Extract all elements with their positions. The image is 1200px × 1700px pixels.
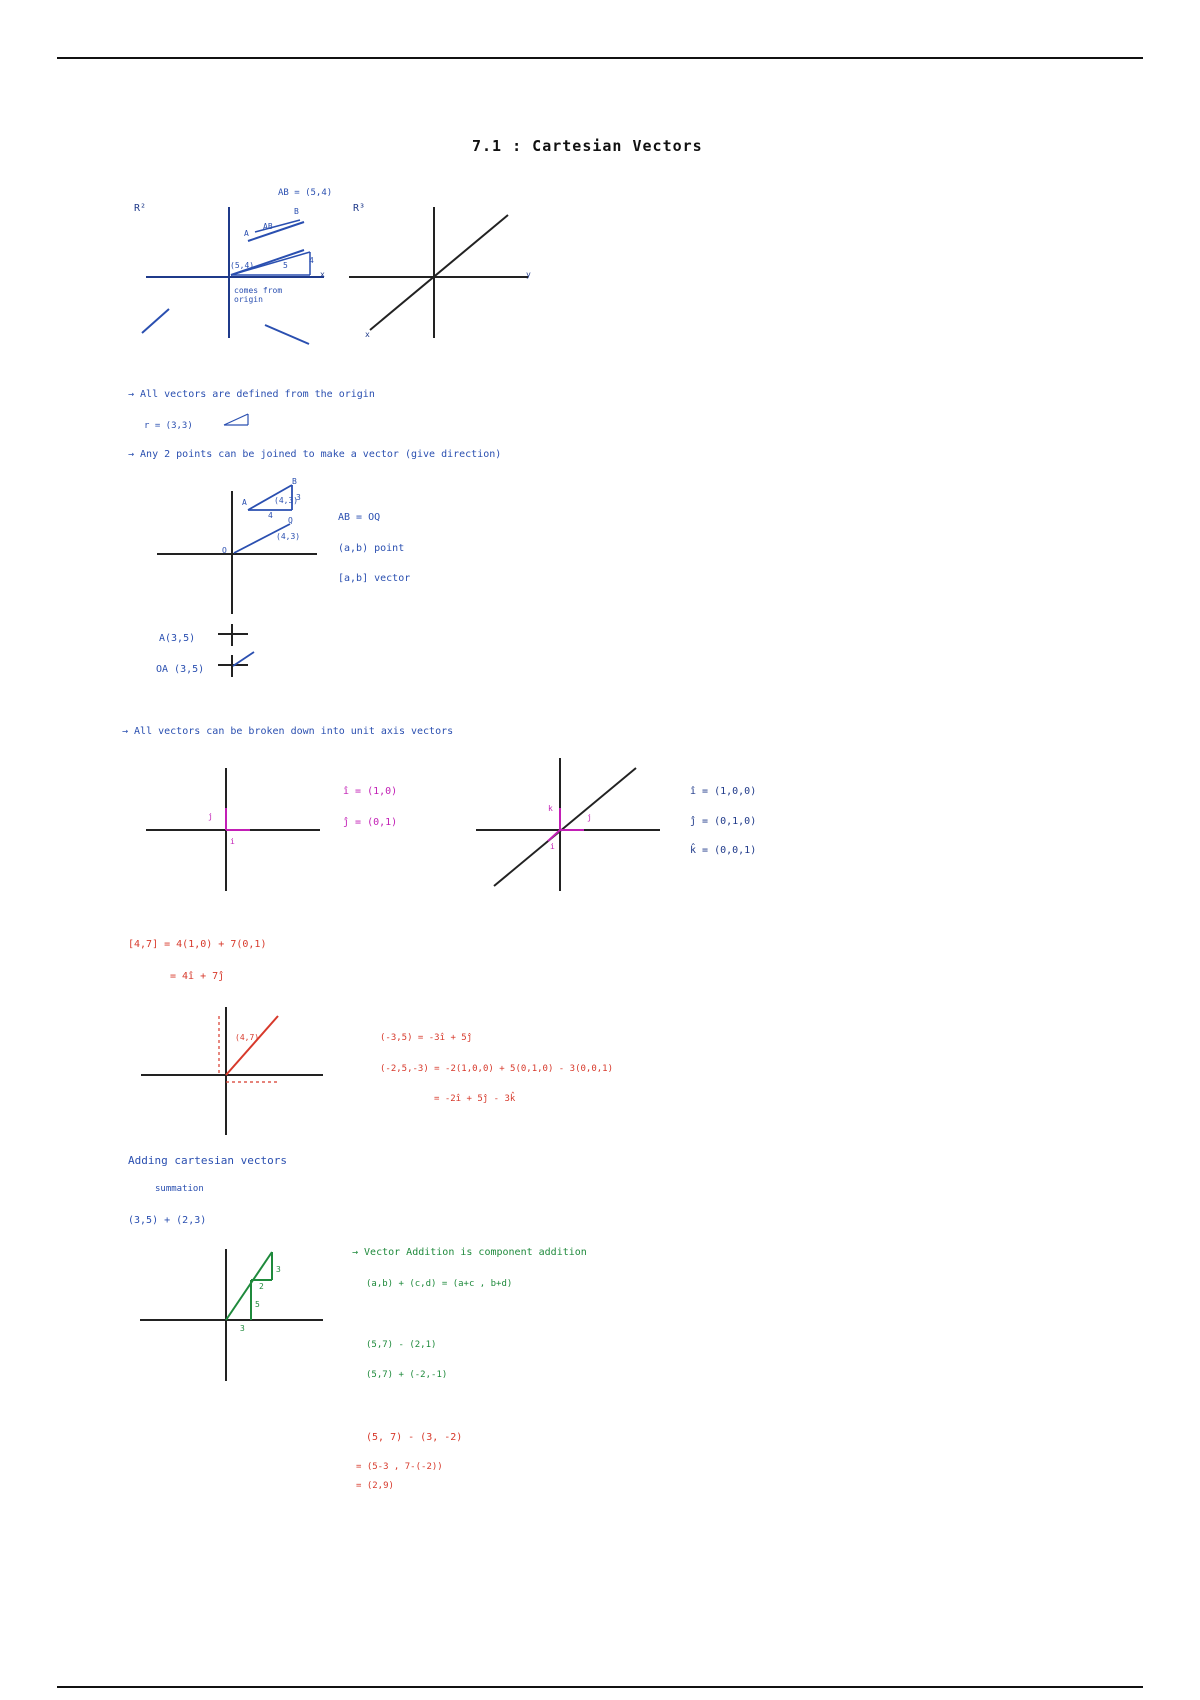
point-47-label: (4,7) [235, 1033, 260, 1042]
unit-i-2d-label: i [230, 837, 235, 846]
vector-oa35: OA (3,5) [156, 664, 205, 675]
ab-vector-label: AB = (5,4) [278, 188, 333, 198]
four-label: 4 [309, 256, 314, 265]
subtraction-eq3: (5, 7) - (3, -2) [366, 1432, 463, 1443]
k-hat-3d: k̂ = (0,0,1) [690, 845, 757, 856]
ab-equals-oq: AB = OQ [338, 512, 381, 523]
i-hat-3d: î = (1,0,0) [690, 786, 757, 797]
fig2-point-q: Q [288, 516, 293, 525]
subtraction-eq2: (5,7) + (-2,-1) [366, 1370, 448, 1380]
decomposition-eq2: = 4î + 7ĵ [170, 971, 225, 982]
axis-x-label: x [320, 270, 325, 279]
ab-point: (a,b) point [338, 543, 405, 554]
decomposition-eq3: (-3,5) = -3î + 5ĵ [380, 1033, 473, 1043]
component-addition-rule: → Vector Addition is component addition [352, 1247, 587, 1258]
unit-vectors-heading: → All vectors can be broken down into unit axis vectors [122, 726, 454, 737]
point-a35: A(3,5) [159, 633, 196, 644]
unit-j-2d-label: j [208, 812, 213, 821]
axis-y-label-3d: y [526, 270, 531, 279]
adding-vectors-heading: Adding cartesian vectors [128, 1154, 287, 1167]
fig2-vector-43: (4,3) [274, 496, 299, 505]
note-r-equation: r = (3,3) [144, 421, 193, 431]
note-all-vectors: → All vectors are defined from the origin [128, 389, 375, 400]
decomposition-eq4: (-2,5,-3) = -2(1,0,0) + 5(0,1,0) - 3(0,0,1) [380, 1064, 613, 1074]
summation-subheading: summation [155, 1184, 204, 1194]
unit-j-3d-label: j [587, 813, 592, 822]
r2-label: R² [134, 203, 147, 214]
five-label: 5 [283, 261, 288, 270]
decomposition-eq1: [4,7] = 4(1,0) + 7(0,1) [128, 939, 267, 950]
j-hat-2d: ĵ = (0,1) [343, 817, 398, 828]
decomposition-eq5: = -2î + 5ĵ - 3k̂ [434, 1094, 516, 1104]
addition-example: (3,5) + (2,3) [128, 1215, 207, 1226]
subtraction-eq5: = (2,9) [356, 1481, 394, 1491]
fig2-three: 3 [296, 493, 301, 502]
page-title: 7.1 : Cartesian Vectors [472, 137, 703, 155]
fig5-two: 2 [259, 1282, 264, 1291]
ab-short-label: AB [263, 222, 273, 231]
fig5-three: 3 [276, 1265, 281, 1274]
r3-label: R³ [353, 203, 366, 214]
subtraction-eq4: = (5-3 , 7-(-2)) [356, 1462, 443, 1472]
fig2-origin-o: O [222, 546, 227, 555]
j-hat-3d: ĵ = (0,1,0) [690, 816, 757, 827]
unit-k-3d-label: k [548, 804, 553, 813]
fig2-four: 4 [268, 511, 273, 520]
fig5-five: 5 [255, 1300, 260, 1309]
point-b-label: B [294, 207, 299, 216]
note-any-two-points: → Any 2 points can be joined to make a vector (give direction) [128, 449, 502, 460]
point-a-label: A [244, 229, 249, 238]
point54-label: (5,4) [230, 261, 255, 270]
fig5-three-b: 3 [240, 1324, 245, 1333]
i-hat-2d: î = (1,0) [343, 786, 398, 797]
comes-from-origin-note: comes from origin [234, 286, 283, 304]
fig2-vector-43b: (4,3) [276, 532, 301, 541]
fig2-point-b: B [292, 477, 297, 486]
axis-x-label-3d: x [365, 330, 370, 339]
component-addition-eq: (a,b) + (c,d) = (a+c , b+d) [366, 1279, 513, 1289]
subtraction-eq1: (5,7) - (2,1) [366, 1340, 437, 1350]
unit-i-3d-label: i [550, 842, 555, 851]
fig2-point-a: A [242, 498, 247, 507]
ab-vector: [a,b] vector [338, 573, 411, 584]
